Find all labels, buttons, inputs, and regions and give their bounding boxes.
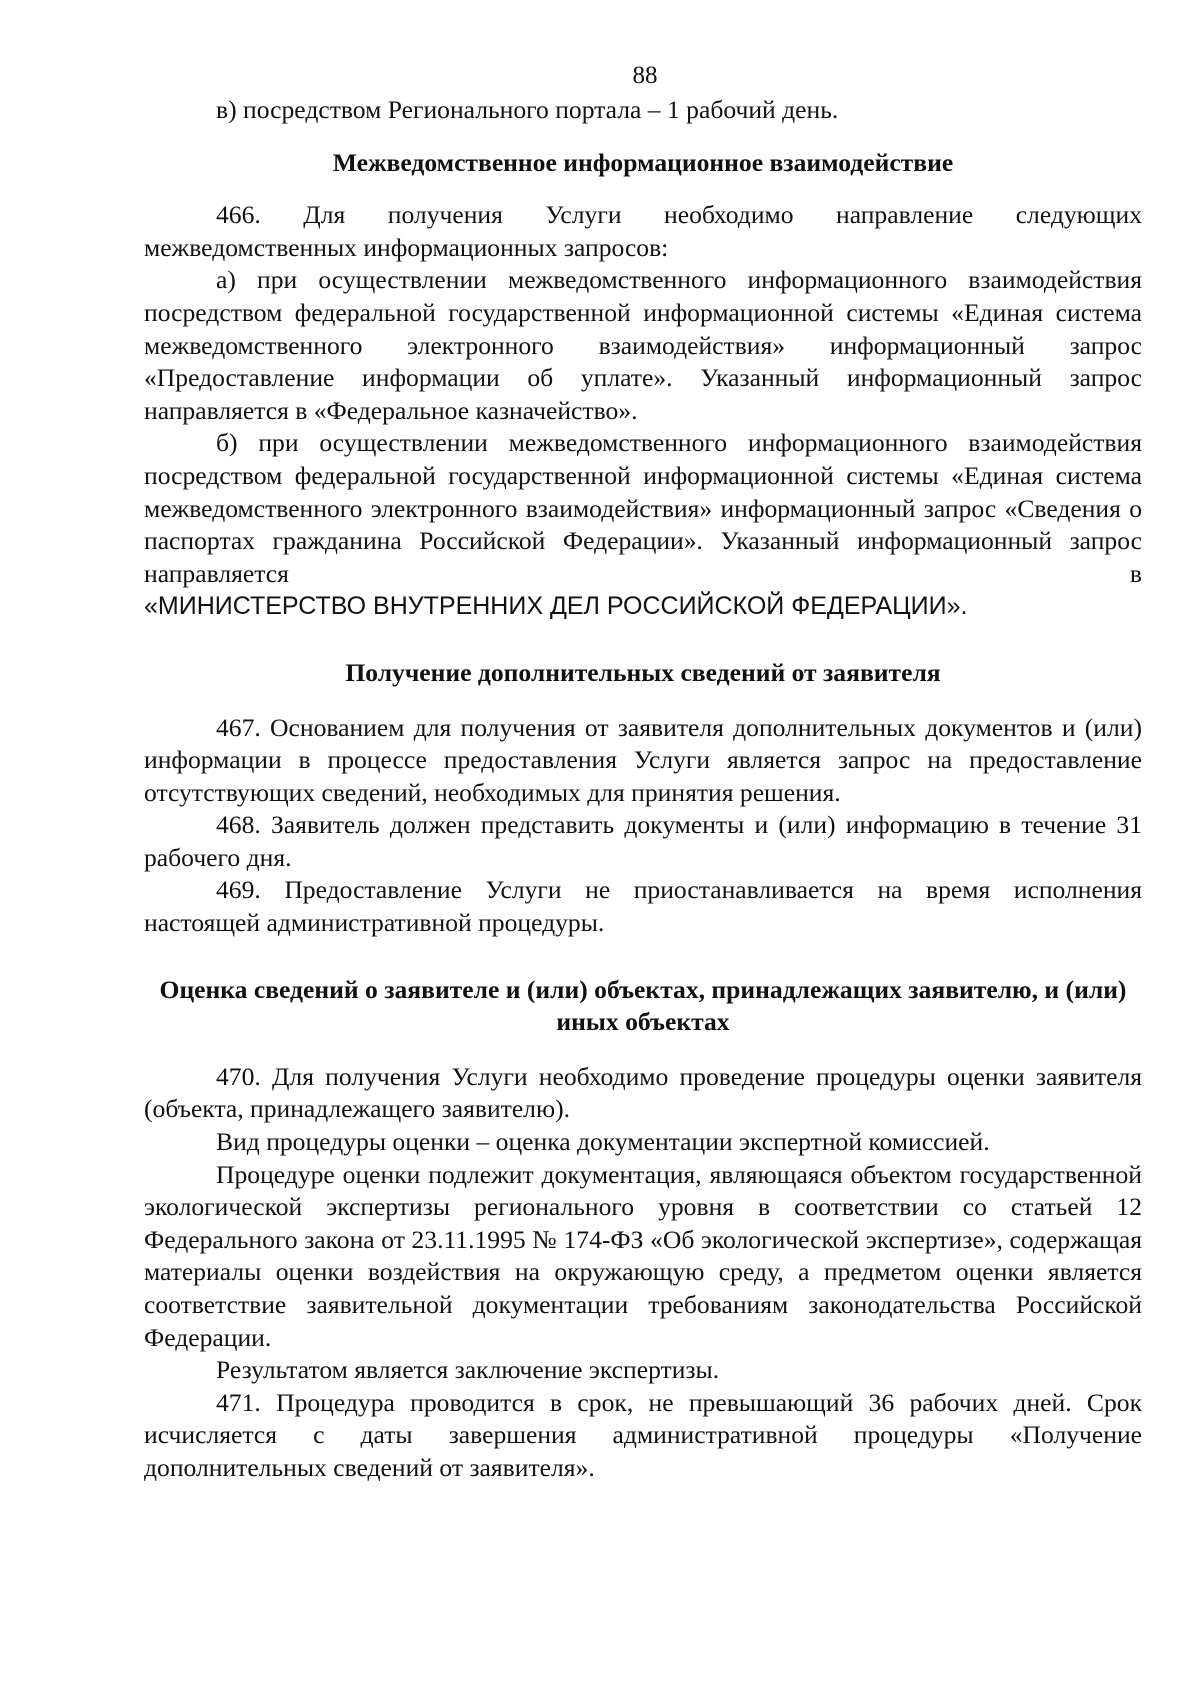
paragraph-466-b-recipient: «МИНИСТЕРСТВО ВНУТРЕННИХ ДЕЛ РОССИЙСКОЙ ФЕДЕРАЦИИ». [144, 592, 968, 621]
paragraph-470: 470. Для получения Услуги необходимо проведение процедуры оценки заявителя (объекта, принадлежащего заявителю). [144, 1061, 1142, 1124]
paragraph-467: 467. Основанием для получения от заявителя дополнительных документов и (или) информации в процессе предоставления Услуги является запрос на предоставление отсутствующих сведений, необходимых для принятия решения. [144, 712, 1142, 807]
paragraph-assessment-result: Результатом является заключение экспертизы. [216, 1355, 720, 1385]
paragraph-assessment-subject: Процедуре оценки подлежит документация, являющаяся объектом государственной экологической экспертизы регионального уровня в соответствии со статьей 12 Федерального закона от 23.11.1995 № 174-ФЗ «Об экологической экспертизе», содержащая материалы оценки воздействия на окружающую среду, а предметом оценки является соответствие заявительной документации требованиям законодательства Российской Федерации. [144, 1159, 1142, 1352]
paragraph-469: 469. Предоставление Услуги не приостанавливается на время исполнения настоящей административной процедуры. [144, 875, 1142, 938]
document-page [144, 60, 1142, 1485]
intro-line: в) посредством Регионального портала – 1 рабочий день. [216, 95, 839, 124]
paragraph-468: 468. Заявитель должен представить документы и (или) информацию в течение 31 рабочего дня. [144, 810, 1142, 872]
section-heading-interagency: Межведомственное информационное взаимодействие [332, 147, 954, 177]
paragraph-466-b: б) при осуществлении межведомственного информационного взаимодействия посредством федеральной государственной информационной системы «Единая система межведомственного электронного взаимодействия» информационный запрос «Сведения о паспортах гражданина Российской Федерации». Указанный информационный запрос направляется в [144, 428, 1142, 588]
section-heading-additional-info: Получение дополнительных сведений от заявителя [345, 657, 941, 687]
paragraph-466-a: а) при осуществлении межведомственного информационного взаимодействия посредством федеральной государственной информационной системы «Единая система межведомственного электронного взаимодействия» информационный запрос «Предоставление информации об уплате». Указанный информационный запрос направляется в «Федеральное казначейство». [144, 265, 1142, 425]
paragraph-471: 471. Процедура проводится в срок, не превышающий 36 рабочих дней. Срок исчисляется с даты завершения административной процедуры «Получение дополнительных сведений от заявителя». [144, 1387, 1142, 1482]
paragraph-assessment-type: Вид процедуры оценки – оценка документации экспертной комиссией. [216, 1127, 990, 1157]
page-number: 88 [632, 62, 658, 89]
section-heading-assessment: Оценка сведений о заявителе и (или) объектах, принадлежащих заявителю, и (или) иных объектах [159, 974, 1127, 1037]
paragraph-466: 466. Для получения Услуги необходимо направление следующих межведомственных информационных запросов: [144, 200, 1142, 262]
